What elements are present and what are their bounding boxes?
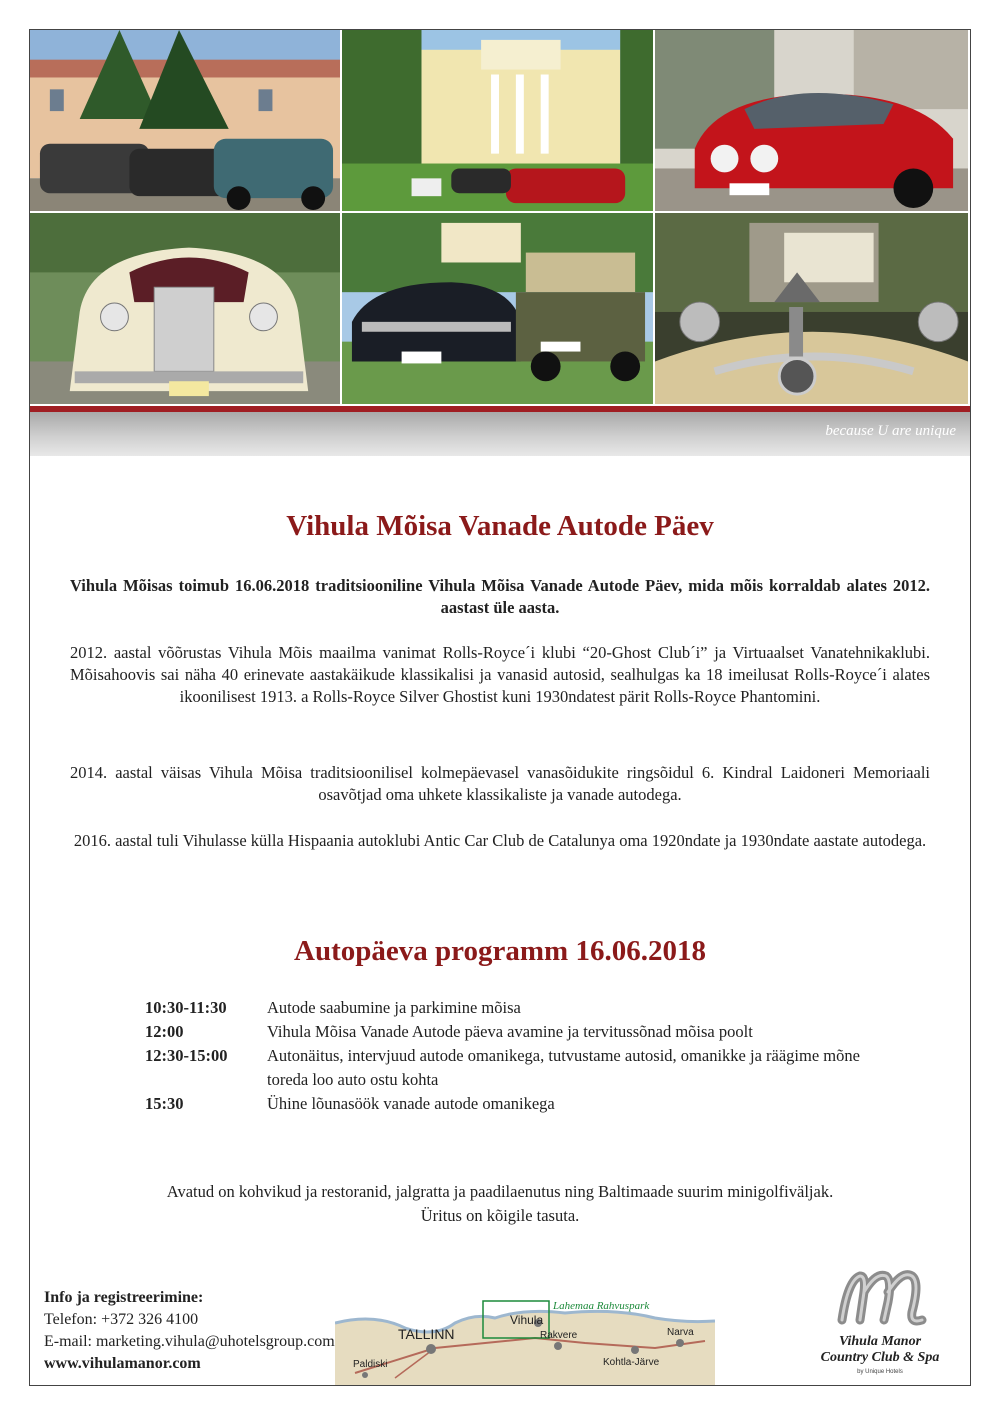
intro-paragraph-2012: 2012. aastal võõrustas Vihula Mõis maailma vanimat Rolls-Royce´i klubi “20-Ghost Club´i” ja Virtuaalset Vanatehnikaklubi. Mõisahoovis sai näha 40 erinevate aastakäikude klassikalisi ja vanasid autosid, sealhulgas ka 18 imeilusat Rolls-Royce´i alates ikoonilisest 1913. a Rolls-Royce Silver Ghostist kuni 1930ndatest pärit Rolls-Royce Phantomini. bbox=[70, 643, 930, 706]
map-label-vihula: Vihula bbox=[510, 1313, 544, 1327]
schedule-row bbox=[145, 1020, 865, 1044]
schedule-event: Autonäitus, intervjuud autode omanikega, tutvustame autosid, omanikke ja räägime mõne toreda loo auto ostu kohta bbox=[267, 1046, 860, 1089]
page-title: Vihula Mõisa Vanade Autode Päev bbox=[286, 510, 714, 542]
logo-line-country-club: Country Club & Spa bbox=[820, 1350, 940, 1365]
photo-eagle-mascot bbox=[655, 213, 970, 406]
map-label-rakvere: Rakvere bbox=[540, 1330, 578, 1341]
tagline: because U are unique bbox=[825, 423, 956, 439]
logo-line-manor: Vihula Manor bbox=[838, 1334, 922, 1349]
schedule-time: 12:30-15:00 bbox=[145, 1046, 228, 1065]
map-label-narva: Narva bbox=[667, 1327, 694, 1338]
region-map bbox=[335, 1283, 715, 1385]
map-label-kohtla-jarve: Kohtla-Järve bbox=[603, 1357, 660, 1368]
closing-line-free: Üritus on kõigile tasuta. bbox=[420, 1206, 580, 1225]
schedule-time: 15:30 bbox=[145, 1094, 184, 1113]
closing-text bbox=[30, 1180, 970, 1228]
schedule-row bbox=[145, 1092, 865, 1116]
vihula-manor-logo bbox=[800, 1262, 960, 1382]
program-title: Autopäeva programm 16.06.2018 bbox=[294, 935, 706, 967]
map-label-park: Lahemaa Rahvuspark bbox=[553, 1300, 650, 1312]
photo-red-coupe bbox=[655, 30, 970, 213]
photo-volga-and-jeep bbox=[342, 213, 655, 406]
schedule-event: Ühine lõunasöök vanade autode omanikega bbox=[267, 1094, 555, 1113]
contact-block bbox=[44, 1287, 335, 1375]
schedule-event: Autode saabumine ja parkimine mõisa bbox=[267, 998, 521, 1017]
photo-rolls-royce-front bbox=[30, 213, 342, 406]
photo-manor-vintage-cars bbox=[30, 30, 342, 213]
contact-email[interactable]: E-mail: marketing.vihula@uhotelsgroup.com bbox=[44, 1333, 335, 1350]
intro-paragraph-2016: 2016. aastal tuli Vihulasse külla Hispaania autoklubi Antic Car Club de Catalunya oma 1920ndate ja 1930ndate aastate autodega. bbox=[73, 831, 927, 850]
intro-lead: Vihula Mõisas toimub 16.06.2018 traditsiooniline Vihula Mõisa Vanade Autode Päev, mida mõis korraldab alates 2012. aastast üle aasta. bbox=[70, 576, 930, 617]
closing-line-amenities: Avatud on kohvikud ja restoranid, jalgratta ja paadilaenutus ning Baltimaade suurim minigolfiväljak. bbox=[166, 1182, 834, 1201]
contact-phone[interactable]: Telefon: +372 326 4100 bbox=[44, 1311, 199, 1328]
map-label-tallinn: TALLINN bbox=[398, 1326, 455, 1342]
schedule-row bbox=[145, 1044, 865, 1092]
schedule-time: 12:00 bbox=[145, 1022, 184, 1041]
map-label-paldiski: Paldiski bbox=[353, 1359, 388, 1370]
intro-paragraph-2014: 2014. aastal väisas Vihula Mõisa traditsioonilisel kolmepäevasel vanasõidukite ringsõidul 6. Kindral Laidoneri Memoriaali osavõtjad oma uhkete klassikaliste ja vanade autodega. bbox=[70, 763, 930, 804]
schedule-event: Vihula Mõisa Vanade Autode päeva avamine ja tervitussõnad mõisa poolt bbox=[267, 1022, 753, 1041]
logo-line-unique-hotels: by Unique Hotels bbox=[857, 1369, 903, 1375]
contact-website[interactable]: www.vihulamanor.com bbox=[44, 1355, 201, 1372]
schedule-time: 10:30-11:30 bbox=[145, 998, 227, 1017]
photo-grid bbox=[30, 30, 970, 406]
schedule-row bbox=[145, 996, 865, 1020]
program-schedule bbox=[145, 996, 865, 1116]
header-grey-band bbox=[30, 412, 970, 456]
contact-heading: Info ja registreerimine: bbox=[44, 1289, 204, 1306]
photo-manor-terrace bbox=[342, 30, 655, 213]
